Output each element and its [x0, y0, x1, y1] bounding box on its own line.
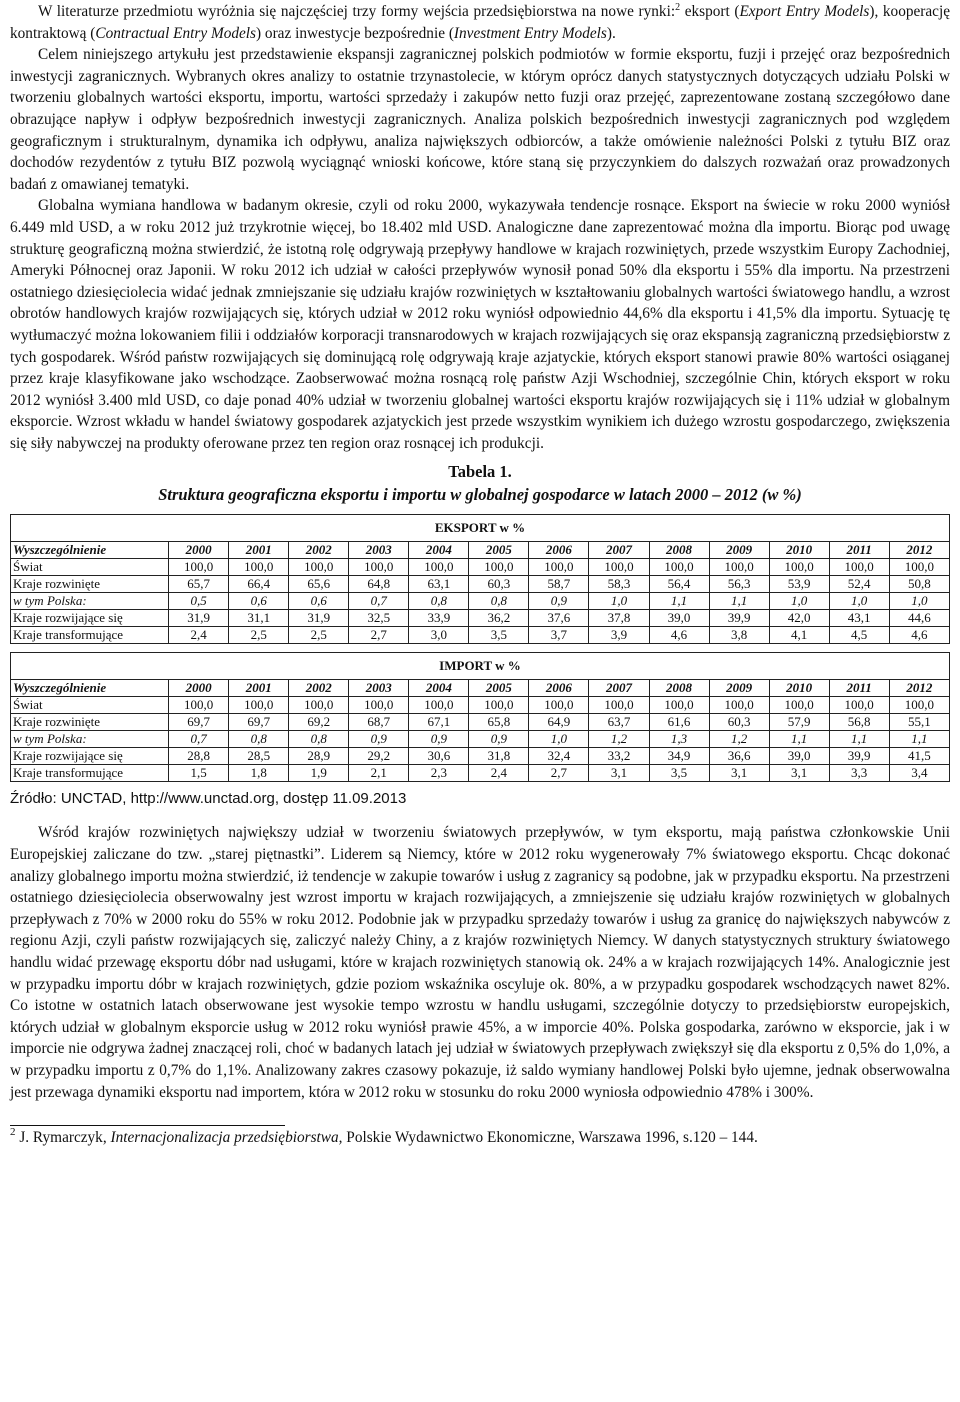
table-cell: 3,1: [769, 765, 829, 782]
table-cell: 69,7: [229, 714, 289, 731]
table-cell: 100,0: [469, 559, 529, 576]
year-header: 2005: [469, 542, 529, 559]
table-cell: 32,5: [349, 610, 409, 627]
year-header: 2010: [769, 542, 829, 559]
table-cell: 33,2: [589, 748, 649, 765]
table-cell: 3,3: [829, 765, 889, 782]
table-cell: 1,1: [769, 731, 829, 748]
table-cell: 43,1: [829, 610, 889, 627]
table-row: [11, 610, 950, 627]
table-cell: 37,6: [529, 610, 589, 627]
table-cell: 36,6: [709, 748, 769, 765]
year-header: 2012: [889, 680, 949, 697]
table-cell: 42,0: [769, 610, 829, 627]
table-cell: 2,5: [229, 627, 289, 644]
table-cell: 0,5: [169, 593, 229, 610]
year-header: 2011: [829, 680, 889, 697]
year-header: 2007: [589, 680, 649, 697]
table-cell: 100,0: [589, 559, 649, 576]
table-cell: 100,0: [409, 559, 469, 576]
table-cell: 0,7: [349, 593, 409, 610]
table-cell: 100,0: [829, 559, 889, 576]
table-cell: 3,0: [409, 627, 469, 644]
table-cell: 100,0: [349, 697, 409, 714]
year-header: 2006: [529, 542, 589, 559]
table-row: [11, 731, 950, 748]
table-cell: 0,7: [169, 731, 229, 748]
table-cell: 0,8: [409, 593, 469, 610]
table-row: [11, 627, 950, 644]
year-header: 2004: [409, 542, 469, 559]
table-cell: 28,8: [169, 748, 229, 765]
year-header: 2006: [529, 680, 589, 697]
table-cell: 52,4: [829, 576, 889, 593]
table-cell: 0,9: [529, 593, 589, 610]
table-cell: 100,0: [169, 559, 229, 576]
table-subtitle: Struktura geograficzna eksportu i importu w globalnej gospodarce w latach 2000 – 2012 (w %): [158, 485, 802, 505]
import-header-row: Wyszczególnienie 2000 2001 2002 2003 2004 2005 2006 2007 2008 2009 2010 2011 2012: [11, 680, 950, 697]
year-header: 2008: [649, 680, 709, 697]
table-cell: 100,0: [769, 697, 829, 714]
year-header: 2002: [289, 680, 349, 697]
table-cell: 2,3: [409, 765, 469, 782]
table-cell: 0,9: [409, 731, 469, 748]
table-cell: 39,9: [709, 610, 769, 627]
import-section-header: [11, 653, 950, 680]
table-row: [11, 576, 950, 593]
table-row: [11, 559, 950, 576]
table-cell: 3,4: [889, 765, 949, 782]
table-cell: 4,1: [769, 627, 829, 644]
table-cell: 69,2: [289, 714, 349, 731]
import-label: IMPORT w %: [11, 653, 950, 680]
table-cell: 37,8: [589, 610, 649, 627]
table-cell: 100,0: [469, 697, 529, 714]
table-cell: 100,0: [529, 559, 589, 576]
row-label: Kraje transformujące: [11, 627, 169, 644]
table-cell: 1,0: [829, 593, 889, 610]
year-header: 2009: [709, 680, 769, 697]
table-cell: 69,7: [169, 714, 229, 731]
table-cell: 2,1: [349, 765, 409, 782]
table-cell: 30,6: [409, 748, 469, 765]
row-label: Kraje rozwinięte: [11, 576, 169, 593]
table-cell: 100,0: [889, 697, 949, 714]
table-cell: 31,9: [289, 610, 349, 627]
table-cell: 66,4: [229, 576, 289, 593]
table-cell: 1,1: [709, 593, 769, 610]
table-cell: 4,6: [649, 627, 709, 644]
table-cell: 33,9: [409, 610, 469, 627]
table-cell: 3,7: [529, 627, 589, 644]
year-header: 2002: [289, 542, 349, 559]
paragraph-developed-countries: Wśród krajów rozwiniętych największy udział w tworzeniu światowych przepływów, w tym eksportu, mają państwa członkowskie Unii Europejskiej zaliczane do tzw. „starej piętnastki”. Liderem są Niemcy, które w 2012 roku wygenerowały 7% światowego eksportu. Chcąc dokonać analizy globalnego importu można stwierdzić, iż tendencje w zakupie towarów i usług z zagranicy są podobne, jak w przypadku eksportu. Na przestrzeni ostatniego dziesięciolecia obserwowalny jest wzrost importu w krajach rozwijających, a zmniejszenie się udziału krajów rozwiniętych w globalnych przepływach z 70% w 2000 roku do 55% w roku 2012. Podobnie jak w przypadku sprzedaży towarów i usług za granicę do największych nabywców z regionu Azji, czyli państw rozwijających się, zaliczyć należy Chiny, a z krajów rozwiniętych Niemcy. W danych statystycznych struktury światowego handlu widać przewagę eksportu dóbr nad usługami, które w krajach rozwiniętych stanowią ok. 24% a w krajach rozwijających 14%. Analogicznie jest w przypadku importu dóbr w krajach rozwiniętych, gdzie poziom wskaźnika oscyluje ok. 80%, a w przypadku gospodarek wschodzących nawet 82%. Co istotne w ostatnich latach obserwowane jest wysokie tempo wzrostu w handlu usługami, szczególnie dotyczy to przedsiębiorstw europejskich, których udział w globalnym eksporcie usług w 2012 roku wyniósł prawie 45%, a w imporcie 40%. Polska gospodarka, zarówno w eksporcie, jak i w imporcie nie odgrywa żadnej znaczącej roli, choć w badanych latach jej udział w światowych przepływach zwiększył się dla eksportu z 0,5% do 1,0%, a w przypadku importu z 0,7% do 1,1%. Analizowany zakres czasowy pokazuje, iż saldo wymiany handlowej Polski było ujemne, jednak obserwowalna jest przewaga dynamiki eksportu nad importem, która w 2012 roku w stosunku do roku 2000 wyniosła odpowiednio 478% i 300%.: [10, 824, 950, 1101]
table-row: [11, 765, 950, 782]
table-cell: 63,1: [409, 576, 469, 593]
year-header: 2007: [589, 542, 649, 559]
table-cell: 2,4: [169, 627, 229, 644]
row-label: Kraje transformujące: [11, 765, 169, 782]
footnote: $^2$ J. Rymarczyk, Internacjonalizacja przedsiębiorstwa, Polskie Wydawnictwo Ekonomiczne, Warszawa 1996, s.120 – 144.: [10, 1126, 758, 1147]
table-cell: 44,6: [889, 610, 949, 627]
table-cell: 3,8: [709, 627, 769, 644]
table-row: [11, 748, 950, 765]
table-cell: 100,0: [289, 559, 349, 576]
table-cell: 2,4: [469, 765, 529, 782]
year-header: 2001: [229, 680, 289, 697]
year-header: 2000: [169, 542, 229, 559]
table-cell: 1,3: [649, 731, 709, 748]
table-cell: 63,7: [589, 714, 649, 731]
table-cell: 28,5: [229, 748, 289, 765]
table-cell: 0,9: [349, 731, 409, 748]
table-cell: 100,0: [229, 559, 289, 576]
table-cell: 65,7: [169, 576, 229, 593]
export-label: EKSPORT w %: [11, 515, 950, 542]
table-cell: 0,6: [229, 593, 289, 610]
table-cell: 58,7: [529, 576, 589, 593]
table-cell: 65,8: [469, 714, 529, 731]
year-header: 2001: [229, 542, 289, 559]
table-cell: 34,9: [649, 748, 709, 765]
table-cell: 1,2: [709, 731, 769, 748]
table-cell: 56,8: [829, 714, 889, 731]
table-cell: 36,2: [469, 610, 529, 627]
table-cell: 100,0: [229, 697, 289, 714]
table-cell: 100,0: [649, 559, 709, 576]
row-label: Świat: [11, 697, 169, 714]
table-cell: 39,0: [769, 748, 829, 765]
table-cell: 1,1: [649, 593, 709, 610]
table-cell: 100,0: [589, 697, 649, 714]
row-label: Świat: [11, 559, 169, 576]
table-cell: 31,1: [229, 610, 289, 627]
year-header: 2003: [349, 680, 409, 697]
table-cell: 0,8: [469, 593, 529, 610]
table-cell: 2,5: [289, 627, 349, 644]
year-header: 2005: [469, 680, 529, 697]
export-header-row: Wyszczególnienie 2000 2001 2002 2003 2004 2005 2006 2007 2008 2009 2010 2011 2012: [11, 542, 950, 559]
table-cell: 41,5: [889, 748, 949, 765]
table-title: Tabela 1.: [448, 462, 512, 482]
row-label: Kraje rozwijające się: [11, 748, 169, 765]
table-cell: 100,0: [529, 697, 589, 714]
table-cell: 56,3: [709, 576, 769, 593]
table-cell: 4,6: [889, 627, 949, 644]
table-cell: 1,8: [229, 765, 289, 782]
table-cell: 0,9: [469, 731, 529, 748]
table-cell: 29,2: [349, 748, 409, 765]
table-cell: 1,2: [589, 731, 649, 748]
table-cell: 0,6: [289, 593, 349, 610]
table-cell: 55,1: [889, 714, 949, 731]
table-cell: 100,0: [829, 697, 889, 714]
table-cell: 100,0: [649, 697, 709, 714]
row-label: w tym Polska:: [11, 731, 169, 748]
table-cell: 1,1: [889, 731, 949, 748]
table-cell: 57,9: [769, 714, 829, 731]
table-cell: 100,0: [709, 559, 769, 576]
row-label: Kraje rozwinięte: [11, 714, 169, 731]
table-cell: 1,1: [829, 731, 889, 748]
table-cell: 100,0: [889, 559, 949, 576]
year-header: 2009: [709, 542, 769, 559]
table-cell: 100,0: [409, 697, 469, 714]
year-header: 2011: [829, 542, 889, 559]
paragraph-article-aim: Celem niniejszego artykułu jest przedstawienie ekspansji zagranicznej polskich podmiotów w formie eksportu, fuzji i przejęć oraz bezpośrednich inwestycji zagranicznych. Wybranych okres analizy to ostatnie trzynastolecie, w którym oprócz danych statystycznych dotyczących udziału Polski w tworzeniu globalnych wartości eksportu, importu, wartości sprzedaży i zakupów netto fuzji oraz przejęć, zaprezentowane zostaną szczegółowo dane obrazujące napływ i odpływ bezpośrednich inwestycji zagranicznych. Analiza polskich bezpośrednich inwestycji zagranicznych pod względem geograficznym i strukturalnym, dynamika ich odpływu, analiza największych odbiorców, a także omówienie należności Polski z tytułu BIZ oraz dochodów rezydentów z tytułu BIZ pozwolą wyciągnąć wnioski końcowe, które staną się przyczynkiem do dalszych rozważań oraz prowadzonych badań z omawianej tematyki.: [10, 46, 950, 193]
year-header: 2003: [349, 542, 409, 559]
table-cell: 56,4: [649, 576, 709, 593]
table-cell: 100,0: [289, 697, 349, 714]
table-cell: 3,5: [469, 627, 529, 644]
table-cell: 53,9: [769, 576, 829, 593]
table-cell: 31,8: [469, 748, 529, 765]
year-header: 2004: [409, 680, 469, 697]
table-cell: 3,1: [589, 765, 649, 782]
table-cell: 2,7: [349, 627, 409, 644]
table-cell: 100,0: [709, 697, 769, 714]
table-cell: 28,9: [289, 748, 349, 765]
footnote-ref: 2: [675, 2, 681, 13]
trade-structure-table: [10, 514, 950, 782]
table-cell: 67,1: [409, 714, 469, 731]
paragraph-entry-forms: W literaturze przedmiotu wyróżnia się najczęściej trzy formy wejścia przedsiębiorstwa na nowe rynki:$^2$ eksport (Export Entry Models), kooperację kontraktową (Contractual Entry Models) oraz inwestycje bezpośrednie (Investment Entry Models).: [10, 2, 950, 42]
table-cell: 68,7: [349, 714, 409, 731]
row-label: Kraje rozwijające się: [11, 610, 169, 627]
year-header: 2000: [169, 680, 229, 697]
table-cell: 100,0: [349, 559, 409, 576]
table-cell: 1,0: [889, 593, 949, 610]
table-cell: 1,5: [169, 765, 229, 782]
table-cell: 50,8: [889, 576, 949, 593]
table-cell: 39,9: [829, 748, 889, 765]
table-cell: 3,9: [589, 627, 649, 644]
table-cell: 60,3: [469, 576, 529, 593]
table-row: [11, 714, 950, 731]
export-section-header: [11, 515, 950, 542]
table-cell: 64,8: [349, 576, 409, 593]
table-cell: 61,6: [649, 714, 709, 731]
table-cell: 0,8: [289, 731, 349, 748]
table-cell: 1,9: [289, 765, 349, 782]
row-label: w tym Polska:: [11, 593, 169, 610]
table-cell: 3,1: [709, 765, 769, 782]
year-header: 2012: [889, 542, 949, 559]
year-header: 2010: [769, 680, 829, 697]
table-cell: 58,3: [589, 576, 649, 593]
table-cell: 100,0: [769, 559, 829, 576]
table-cell: 2,7: [529, 765, 589, 782]
table-cell: 1,0: [769, 593, 829, 610]
table-cell: 31,9: [169, 610, 229, 627]
table-cell: 3,5: [649, 765, 709, 782]
table-cell: 4,5: [829, 627, 889, 644]
document-page: [10, 0, 950, 1150]
paragraph-global-trade: Globalna wymiana handlowa w badanym okresie, czyli od roku 2000, wykazywała tendencje rosnące. Eksport na świecie w roku 2000 wyniósł 6.449 mld USD, a w roku 2012 już trzykrotnie więcej, bo 18.402 mld USD. Analogiczne dane zaprezentować można dla importu. Biorąc pod uwagę strukturę geograficzną można stwierdzić, że istotną rolę odgrywają przepływy handlowe w krajach rozwiniętych, przede wszystkim Europy Zachodniej, Ameryki Północnej oraz Japonii. W roku 2012 ich udział w całości przepływów wynosił ponad 50% dla eksportu i 55% dla importu. Na przestrzeni ostatniego dziesięciolecia widać jednak zmniejszanie się udziału krajów rozwiniętych w kształtowaniu globalnych wartości światowego handlu, a wzrost obrotów handlowych krajów rozwijających się, których udział w 2012 roku wyniósł odpowiednio 44,6% dla eksportu i 41,5% dla importu. Sytuację tę wytłumaczyć można lokowaniem filii i oddziałów korporacji transnarodowych w krajach rozwijających się oraz ekspansją zagraniczną przedsiębiorstw z tych gospodarek. Wśród państw rozwijających się dominującą rolę odgrywają kraje azjatyckie, których eksport stanowi prawie 80% wartości osiąganej przez kraje klasyfikowane jako wschodzące. Zaobserwować można rosnącą rolę państw Azji Wschodniej, szczególnie Chin, których eksport w roku 2012 wyniósł 3.400 mld USD, co daje ponad 40% udział w tworzeniu globalnej wartości eksportu krajów rozwijających się i 11% udział w globalnym eksporcie. Wzrost wkładu w handel światowy gospodarek azjatyckich jest przede wszystkim wynikiem ich dużego wzrostu gospodarczego, zwiększenia się siły nabywczej na produkty oferowane przez ten region oraz rosnącej ich produkcji.: [10, 197, 950, 452]
table-cell: 65,6: [289, 576, 349, 593]
table-cell: 39,0: [649, 610, 709, 627]
table-cell: 32,4: [529, 748, 589, 765]
table-cell: 0,8: [229, 731, 289, 748]
table-row: [11, 593, 950, 610]
table-cell: 1,0: [589, 593, 649, 610]
table-cell: 64,9: [529, 714, 589, 731]
table-cell: 60,3: [709, 714, 769, 731]
table-cell: 100,0: [169, 697, 229, 714]
table-row: [11, 697, 950, 714]
year-header: 2008: [649, 542, 709, 559]
table-cell: 1,0: [529, 731, 589, 748]
table-source: Źródło: UNCTAD, http://www.unctad.org, dostęp 11.09.2013: [10, 790, 407, 808]
